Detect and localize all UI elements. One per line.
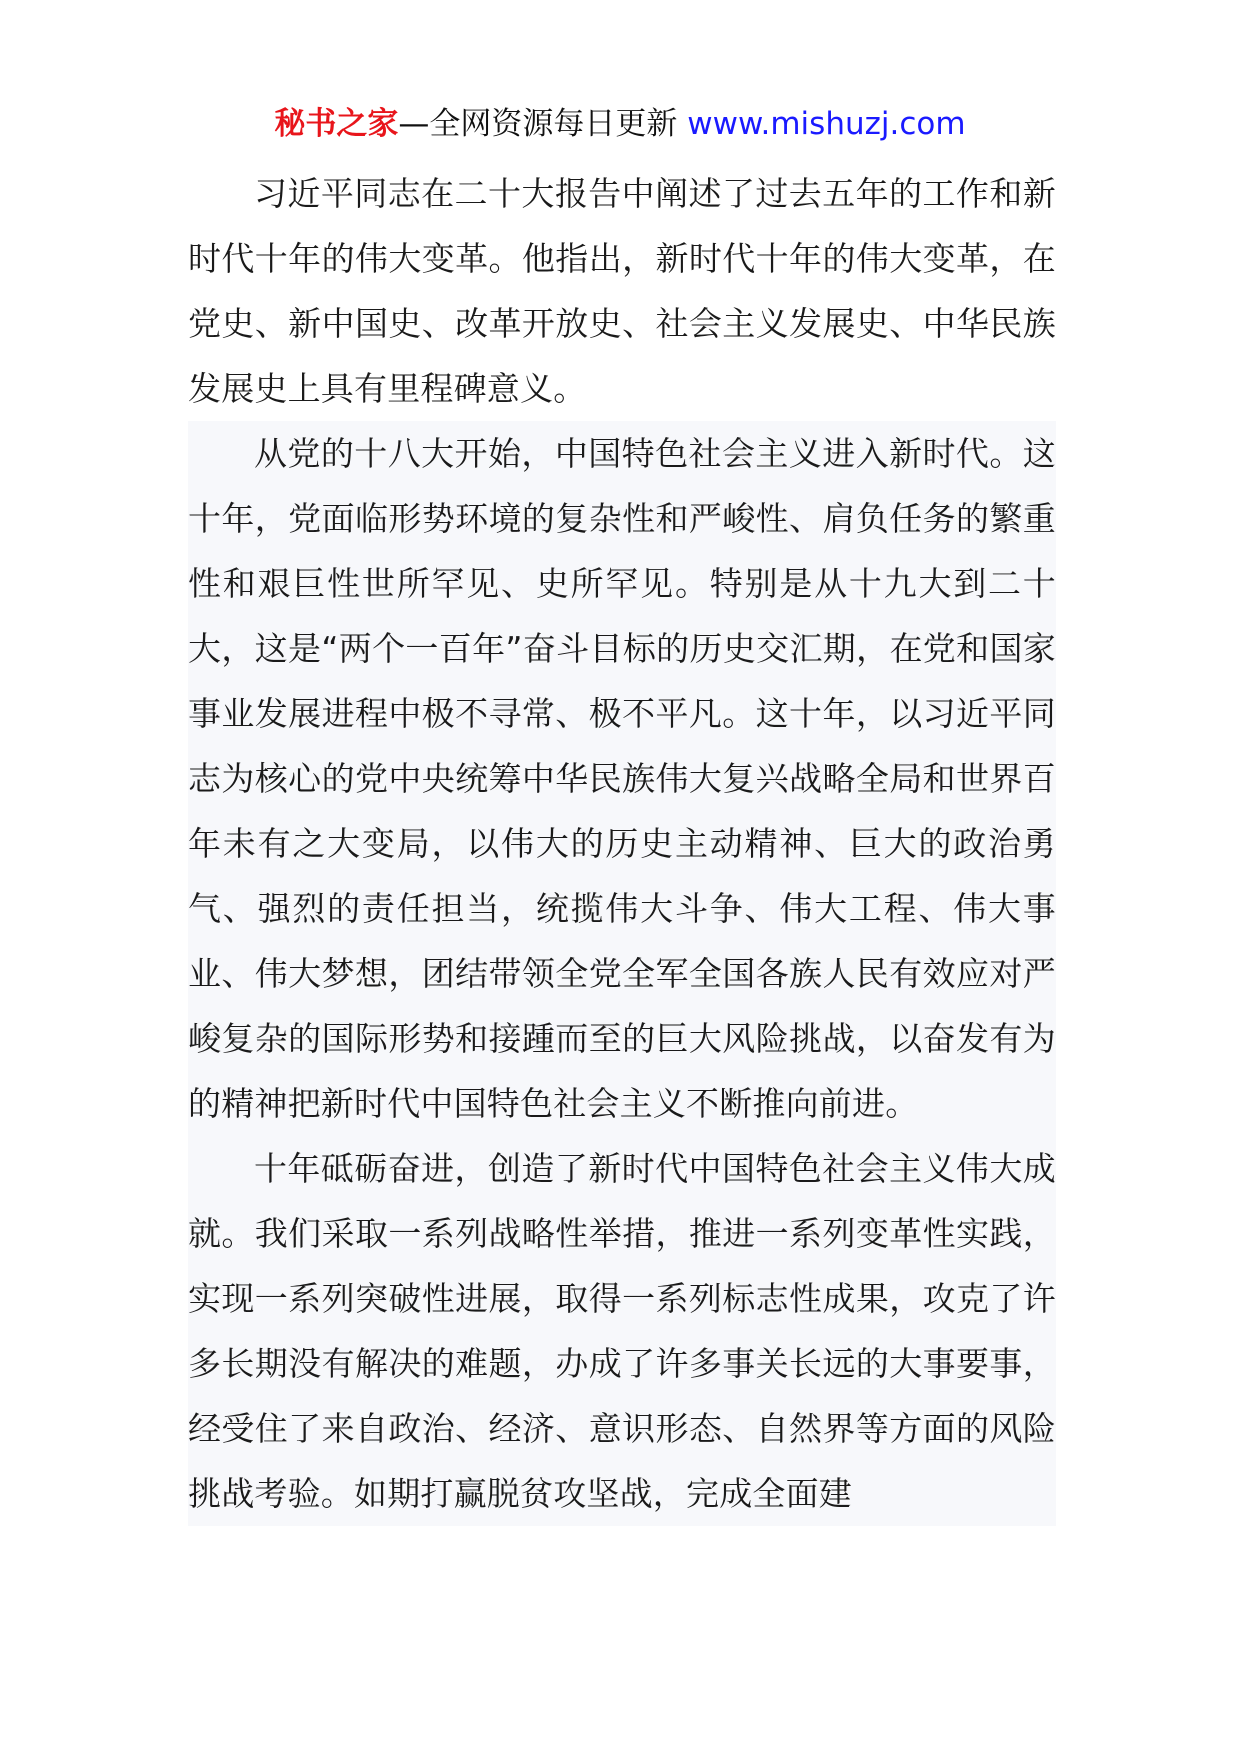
document-body xyxy=(188,161,1056,1526)
paragraph-2: 从党的十八大开始，中国特色社会主义进入新时代。这十年，党面临形势环境的复杂性和严峻性、肩负任务的繁重性和艰巨性世所罕见、史所罕见。特别是从十九大到二十大，这是“两个一百年”奋斗目标的历史交汇期，在党和国家事业发展进程中极不寻常、极不平凡。这十年，以习近平同志为核心的党中央统筹中华民族伟大复兴战略全局和世界百年未有之大变局，以伟大的历史主动精神、巨大的政治勇气、强烈的责任担当，统揽伟大斗争、伟大工程、伟大事业、伟大梦想，团结带领全党全军全国各族人民有效应对严峻复杂的国际形势和接踵而至的巨大风险挑战，以奋发有为的精神把新时代中国特色社会主义不断推向前进。 xyxy=(188,421,1056,1136)
header-slogan: —全网资源每日更新 xyxy=(398,106,678,142)
page-header xyxy=(0,100,1240,148)
brand-name: 秘书之家 xyxy=(274,106,399,142)
paragraph-1: 习近平同志在二十大报告中阐述了过去五年的工作和新时代十年的伟大变革。他指出，新时代十年的伟大变革，在党史、新中国史、改革开放史、社会主义发展史、中华民族发展史上具有里程碑意义。 xyxy=(188,174,1056,408)
site-url-link[interactable]: www.mishuzj.com xyxy=(687,106,966,142)
paragraph-3: 十年砥砺奋进，创造了新时代中国特色社会主义伟大成就。我们采取一系列战略性举措，推进一系列变革性实践，实现一系列突破性进展，取得一系列标志性成果，攻克了许多长期没有解决的难题，办成了许多事关长远的大事要事，经受住了来自政治、经济、意识形态、自然界等方面的风险挑战考验。如期打赢脱贫攻坚战，完成全面建 xyxy=(188,1136,1056,1526)
